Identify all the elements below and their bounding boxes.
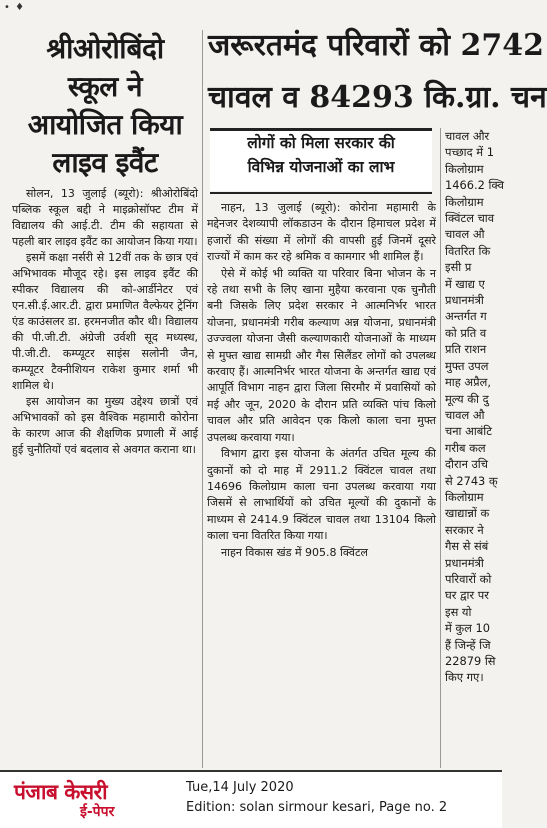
continuation-line: इसी प्र: [445, 260, 472, 275]
continuation-line: 22879 सि: [445, 654, 496, 668]
continuation-line: पच्छाद में 1: [445, 145, 494, 160]
edition-info: Edition: solan sirmour kesari, Page no. 2: [186, 800, 448, 815]
continuation-line: 1466.2 क्वि: [445, 178, 504, 193]
continuation-line: मुफ्त उपल: [445, 358, 489, 373]
continuation-line: घर द्वार पर: [445, 588, 489, 603]
main-headline-line: चावल व 84293 कि.ग्रा. चन: [208, 80, 547, 115]
continuation-line: में कुल 10: [445, 621, 491, 636]
left-story-body: [12, 186, 198, 458]
continuation-line: में खाद्य ए: [445, 276, 485, 291]
sub-headline-line: विभिन्न योजनाओं का लाभ: [247, 158, 395, 176]
continuation-line: खाद्यान्नों क: [445, 506, 490, 521]
left-headline-line: लाइव इवैंट: [52, 146, 158, 179]
continuation-line: इस यो: [445, 604, 472, 619]
main-story-body: [207, 200, 436, 561]
left-paragraph: इस आयोजन का मुख्य उद्देश्य छात्रों एवं अभिभावकों को इस वैश्विक महामारी कोरोना के कारण आज की शैक्षणिक प्रणाली में आई हुई चुनौतियों एवं बदलाव से अवगत कराना था।: [12, 395, 198, 456]
continuation-line: प्रति राशन: [445, 342, 487, 357]
continuation-line: किए गए।: [445, 670, 484, 685]
continuation-line: गरीब कल: [445, 440, 486, 455]
column-divider: [440, 128, 441, 768]
main-paragraph: विभाग द्वारा इस योजना के अंतर्गत उचित मूल्य की दुकानों को दो माह में 2911.2 क्विंटल चावल तथा 14696 किलोग्राम काला चना उपलब्ध करवाया गया जिसमें से लाभार्थियों को उचित मूल्यों की दुकानों के माध्यम से 2414.9 क्विंटल चावल तथा 13104 किलो काला चना वितरित किया गया।: [207, 447, 436, 543]
continuation-line: दौरान उचि: [445, 457, 488, 472]
continuation-line: चावल और: [445, 129, 490, 143]
left-paragraph: सोलन, 13 जुलाई (ब्यूरो): श्रीओरोबिंदो पब्लिक स्कूल बद्दी ने माइक्रोसॉफ्ट टीम में विद्यालय की आई.टी. टीम की सहायता से पहली बार लाइव इवैंट का आयोजन किया गया।: [12, 187, 198, 248]
main-headline: [208, 20, 547, 124]
edition-date: Tue,14 July 2020: [186, 780, 294, 795]
continuation-line: क्विंटल चाव: [445, 211, 495, 226]
continuation-line: किलोग्राम: [445, 194, 484, 209]
continuation-column: [445, 128, 515, 768]
continuation-line: को प्रति व: [445, 325, 487, 340]
left-headline-line: आयोजित किया: [27, 108, 183, 141]
footer-bar: [0, 770, 502, 828]
top-marks: • ♦: [4, 2, 26, 13]
continuation-line: प्रधानमंत्री: [445, 293, 484, 308]
sub-headline-rule: [210, 192, 432, 194]
main-paragraph: नाहन विकास खंड में 905.8 क्विंटल: [221, 545, 368, 559]
continuation-line: अन्तर्गत ग: [445, 309, 487, 324]
continuation-line: वितरित कि: [445, 243, 491, 258]
left-headline-line: श्रीओरोबिंदो: [46, 32, 164, 65]
continuation-line: किलोग्राम: [445, 161, 484, 176]
main-paragraph: नाहन, 13 जुलाई (ब्यूरो): कोरोना महामारी के मद्देनजर देशव्यापी लॉकडाउन के दौरान हिमाचल प्रदेश में हजारों की संख्या में लोगों की वापसी हुई जिनमें दूसरे राज्यों में काम कर रहे श्रमिक व कामगार भी शामिल हैं।: [207, 201, 436, 264]
publication-logo: पंजाब केसरी: [14, 779, 108, 804]
sub-headline-line: लोगों को मिला सरकार की: [247, 134, 395, 152]
epaper-label: ई-पेपर: [80, 804, 115, 820]
left-headline-line: स्कूल ने: [67, 70, 143, 103]
continuation-line: से 2743 क्: [445, 473, 498, 488]
continuation-line: चावल औ: [445, 227, 485, 242]
sub-headline: [210, 128, 432, 191]
continuation-line: सरकार ने: [445, 522, 484, 537]
continuation-line: हैं जिन्हें जि: [445, 637, 491, 652]
continuation-line: माह अप्रैल,: [445, 375, 491, 390]
continuation-line: परिवारों को: [445, 571, 492, 586]
main-headline-line: जरूरतमंद परिवारों को 2742: [208, 28, 545, 63]
continuation-line: प्रधानमंत्री: [445, 555, 484, 570]
left-story-headline: [12, 30, 198, 182]
left-paragraph: इसमें कक्षा नर्सरी से 12वीं तक के छात्र एवं अभिभावक मौजूद रहे। इस लाइव इवैंट की स्पीकर विद्यालय की को-आर्डीनेटर एवं एन.सी.ई.आर.टी. द्वारा प्रमाणित वैल्फेयर ट्रेनिंग एंड काउंसलर डा. हरमनजीत कौर थी। विद्यालय की पी.जी.टी. अंग्रेजी उर्वशी सूद मध्यस्थ, पी.जी.टी. कम्प्यूटर साइंस सलोनी जैन, कम्प्यूटर टैक्नीशियन राकेश कुमार शर्मा भी शामिल थे।: [12, 251, 198, 392]
continuation-lines: [445, 128, 515, 686]
continuation-line: मूल्य की दु: [445, 391, 489, 406]
column-divider: [202, 30, 203, 768]
left-story: [12, 30, 198, 458]
continuation-line: चना आबंटि: [445, 424, 492, 439]
continuation-line: किलोग्राम: [445, 489, 484, 504]
continuation-line: चावल औ: [445, 407, 485, 422]
continuation-line: गैस से संबं: [445, 539, 489, 554]
main-paragraph: ऐसे में कोई भी व्यक्ति या परिवार बिना भोजन के न रहे तथा सभी के लिए खाना मुहैया करवाना एक चुनौती बनी जिसके लिए प्रदेश सरकार ने आत्मनिर्भर भारत योजना, प्रधानमंत्री गरीब कल्याण अन्न योजना, प्रधानमंत्री उज्ज्वला योजना जैसी कल्याणकारी योजनाओं के माध्यम से मुफ्त खाद्य सामग्री और गैस सिलैंडर लोगों को उपलब्ध करवाए हैं। आत्मनिर्भर भारत योजना के अन्तर्गत खाद्य एवं आपूर्ति विभाग नाहन द्वारा जिला सिरमौर में प्रवासियों को मई और जून, 2020 के दौरान प्रति व्यक्ति पांच किलो चावल और प्रति आवेदन एक किलो काला चना मुफ्त उपलब्ध करवाया गया।: [207, 266, 436, 444]
